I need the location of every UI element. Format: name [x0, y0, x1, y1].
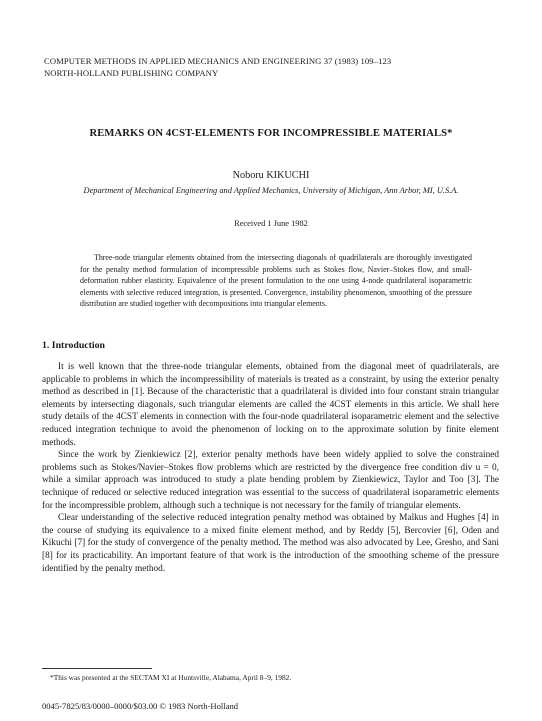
publisher-line: NORTH-HOLLAND PUBLISHING COMPANY: [44, 68, 219, 78]
body-paragraph: It is well known that the three-node triangular elements, obtained from the diagonal meet of quadrilaterals, are applicable to problems in which the incompressibility of materials is treated as a constraint, by using the exterior penalty method as described in [1]. Because of the characteristic that a quadrilateral is divided into four constant strain triangular elements by intersecting diagonals, such triangular elements are called the 4CST elements in this article. We shall here study details of the 4CST elements in connection with the four-node quadrilateral isoparametric element and the selective reduced integration technique to avoid the phenomenon of locking on to the approximate solution by finite element methods.: [42, 362, 499, 448]
body-paragraph: Clear understanding of the selective reduced integration penalty method was obtained by Malkus and Hughes [4] in the course of studying its equivalence to a mixed finite element method, and by Reddy [5], Bercovier [6], Oden and Kikuchi [7] for the study of convergence of the penalty method. The method was also advocated by Lee, Gresho, and Sani [8] for its practicability. An important feature of that work is the introduction of the smoothing scheme of the pressure identified by the penalty method.: [42, 513, 499, 574]
copyright-line: 0045-7825/83/0000–0000/$03.00 © 1983 North-Holland: [42, 701, 239, 711]
abstract: Three-node triangular elements obtained from the intersecting diagonals of quadrilaterals are thoroughly investigated for the penalty method formulation of incompressible problems such as Stokes flow, Navier–Stokes flow, and small-deformation rubber elasticity. Equivalence of the present formulation to the one using 4-node quadrilateral isoparametric elements with selective reduced integration, is presented. Convergence, instability phenomenon, smoothing of the pressure distribution are studied together with decompositions into triangular elements.: [80, 253, 472, 309]
journal-line: COMPUTER METHODS IN APPLIED MECHANICS AND ENGINEERING 37 (1983) 109–123: [44, 56, 392, 66]
author-affiliation: Department of Mechanical Engineering and Applied Mechanics, University of Michigan, Ann Arbor, MI, U.S.A.: [83, 186, 459, 195]
body-text: [42, 361, 499, 575]
body-paragraph: Since the work by Zienkiewicz [2], exterior penalty methods have been widely applied to solve the constrained problems such as Stokes/Navier–Stokes flow problems which are restricted by the divergence free condition div u = 0, while a similar approach was introduced to study a plate bending problem by Zienkiewicz, Taylor and Too [3]. The technique of reduced or selective reduced integration was essential to the success of quadrilateral isoparametric elements for the incompressible problem, although such a technique is not necessary for the family of triangular elements.: [42, 450, 499, 511]
footnote-rule: [42, 668, 152, 669]
footnote: *This was presented at the SECTAM XI at Huntsville, Alabama, April 8–9, 1982.: [50, 673, 292, 682]
paper-title: REMARKS ON 4CST-ELEMENTS FOR INCOMPRESSIBLE MATERIALS*: [89, 128, 453, 139]
author-name: Noboru KIKUCHI: [232, 170, 310, 181]
section-heading: 1. Introduction: [42, 340, 105, 351]
journal-header: [44, 55, 504, 79]
received-date: Received 1 June 1982: [234, 219, 308, 228]
